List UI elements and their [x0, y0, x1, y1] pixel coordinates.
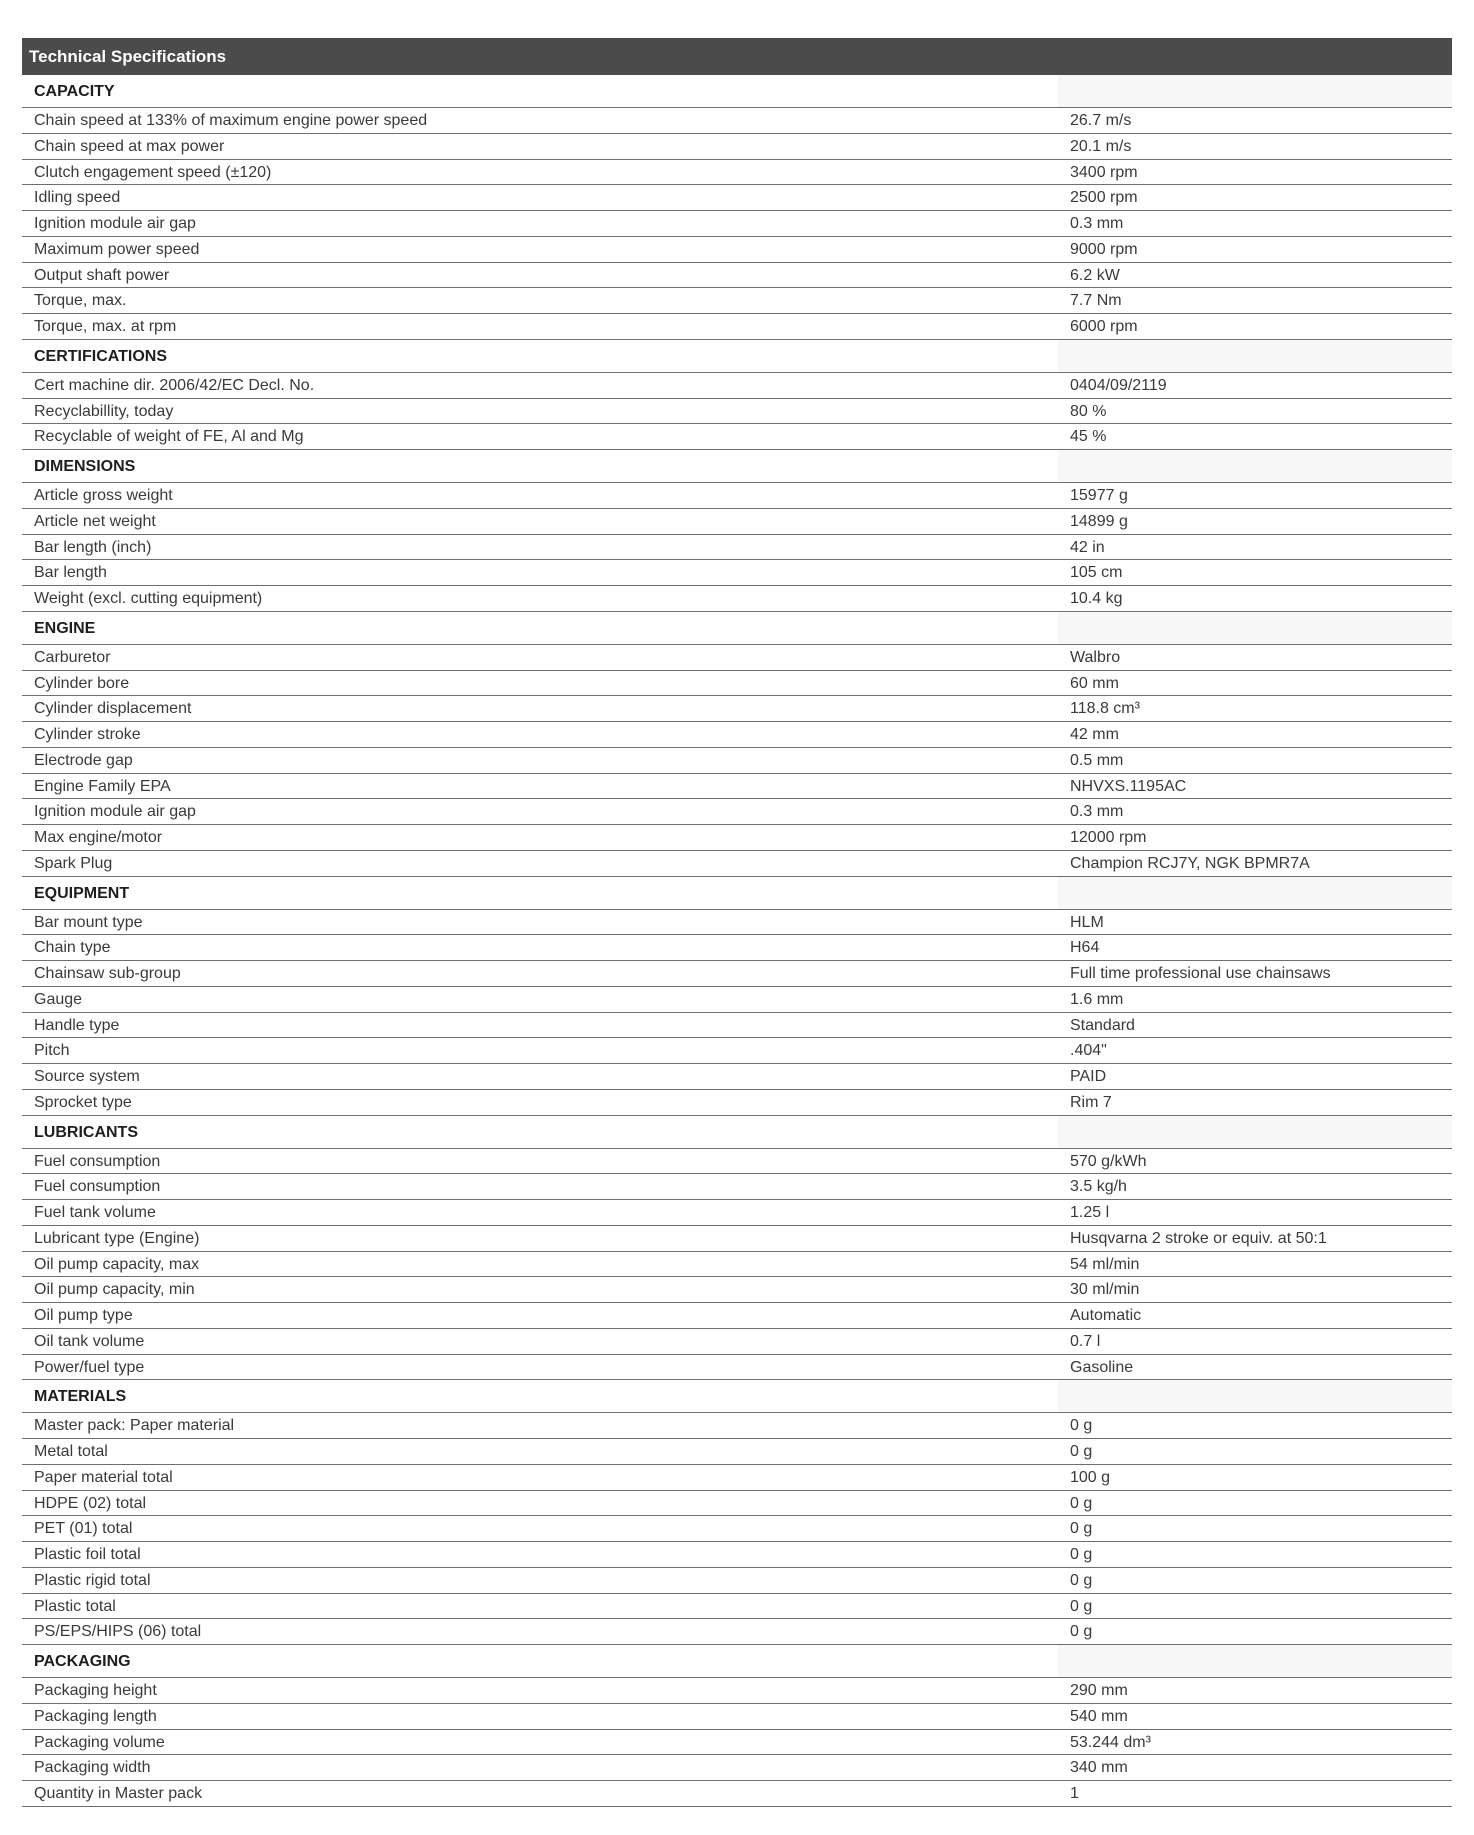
- spec-row: [22, 1516, 1452, 1542]
- section-title: EQUIPMENT: [34, 884, 130, 902]
- spec-label: Lubricant type (Engine): [34, 1229, 200, 1247]
- spec-value: 14899 g: [1070, 512, 1128, 530]
- spec-value: 1.25 l: [1070, 1204, 1110, 1221]
- spec-label: Bar length (inch): [34, 538, 152, 556]
- spec-row: [22, 1303, 1452, 1329]
- spec-label: Bar length: [34, 564, 107, 582]
- spec-label: Recyclable of weight of FE, Al and Mg: [34, 428, 304, 446]
- spec-value: H64: [1070, 939, 1100, 957]
- section-value-cell: [1058, 450, 1452, 482]
- spec-value: 540 mm: [1070, 1707, 1128, 1725]
- spec-value: 53.244 dm³: [1070, 1733, 1151, 1751]
- spec-row: [22, 1704, 1452, 1730]
- spec-row: [22, 134, 1452, 160]
- section-title: PACKAGING: [34, 1653, 131, 1670]
- spec-label: Engine Family EPA: [34, 777, 171, 795]
- spec-label: Cylinder displacement: [34, 700, 192, 718]
- spec-value: Husqvarna 2 stroke or equiv. at 50:1: [1070, 1229, 1327, 1247]
- spec-label: Paper material total: [34, 1468, 173, 1486]
- spec-label: Recyclabillity, today: [34, 402, 174, 420]
- spec-row: [22, 1252, 1452, 1278]
- spec-label: Plastic rigid total: [34, 1571, 151, 1589]
- spec-row: [22, 1465, 1452, 1491]
- spec-row: [22, 748, 1452, 774]
- section-header: [22, 340, 1452, 373]
- spec-value: 100 g: [1070, 1468, 1111, 1486]
- spec-value: 15977 g: [1070, 487, 1128, 504]
- spec-label: Plastic total: [34, 1597, 116, 1615]
- spec-label: Spark Plug: [34, 854, 113, 872]
- spec-row: [22, 961, 1452, 987]
- spec-value: 0404/09/2119: [1070, 376, 1167, 394]
- spec-value: PAID: [1070, 1068, 1107, 1085]
- spec-value: 12000 rpm: [1070, 829, 1147, 846]
- spec-table: [22, 75, 1452, 1807]
- spec-value: 6.2 kW: [1070, 266, 1120, 284]
- spec-label: Oil tank volume: [34, 1332, 145, 1350]
- spec-label: Torque, max.: [34, 292, 127, 310]
- spec-row: [22, 1355, 1452, 1381]
- spec-label: Carburetor: [34, 648, 111, 666]
- section-header: [22, 450, 1452, 483]
- spec-value: Automatic: [1070, 1307, 1142, 1324]
- spec-row: [22, 671, 1452, 697]
- spec-label: Torque, max. at rpm: [34, 318, 177, 335]
- spec-row: [22, 774, 1452, 800]
- spec-row: [22, 1013, 1452, 1039]
- spec-label: Idling speed: [34, 189, 121, 207]
- spec-row: [22, 696, 1452, 722]
- spec-value: 2500 rpm: [1070, 189, 1138, 207]
- spec-value: 340 mm: [1070, 1759, 1128, 1777]
- spec-value: 3400 rpm: [1070, 163, 1138, 181]
- spec-label: Bar mount type: [34, 913, 143, 931]
- spec-row: [22, 1491, 1452, 1517]
- spec-row: [22, 799, 1452, 825]
- spec-label: Pitch: [34, 1042, 70, 1060]
- spec-value: 0 g: [1070, 1623, 1093, 1641]
- spec-label: Fuel tank volume: [34, 1204, 156, 1221]
- section-value-cell: [1058, 877, 1452, 909]
- spec-row: [22, 1439, 1452, 1465]
- spec-label: Packaging width: [34, 1759, 151, 1777]
- spec-label: Maximum power speed: [34, 240, 200, 258]
- section-title: CAPACITY: [34, 83, 115, 100]
- spec-label: Packaging volume: [34, 1733, 165, 1751]
- spec-value: 54 ml/min: [1070, 1255, 1140, 1273]
- spec-row: [22, 399, 1452, 425]
- spec-value: 10.4 kg: [1070, 590, 1123, 607]
- spec-value: 20.1 m/s: [1070, 137, 1132, 155]
- spec-value: Champion RCJ7Y, NGK BPMR7A: [1070, 854, 1310, 872]
- spec-row: [22, 1149, 1452, 1175]
- spec-row: [22, 509, 1452, 535]
- section-header: [22, 1116, 1452, 1149]
- spec-value: .404": [1070, 1042, 1107, 1060]
- spec-value: Full time professional use chainsaws: [1070, 965, 1331, 982]
- spec-row: [22, 825, 1452, 851]
- spec-value: Rim 7: [1070, 1093, 1112, 1111]
- spec-label: Source system: [34, 1068, 140, 1085]
- spec-label: PS/EPS/HIPS (06) total: [34, 1623, 202, 1641]
- spec-label: Packaging length: [34, 1707, 157, 1725]
- spec-label: Plastic foil total: [34, 1546, 141, 1563]
- spec-value: 0.3 mm: [1070, 215, 1124, 232]
- spec-row: [22, 1413, 1452, 1439]
- spec-row: [22, 237, 1452, 263]
- spec-value: 0 g: [1070, 1494, 1093, 1512]
- spec-label: Electrode gap: [34, 751, 133, 769]
- spec-value: 0.3 mm: [1070, 803, 1124, 821]
- spec-label: Sprocket type: [34, 1093, 132, 1111]
- spec-row: [22, 424, 1452, 450]
- spec-row: [22, 586, 1452, 612]
- spec-row: [22, 1277, 1452, 1303]
- spec-row: [22, 645, 1452, 671]
- spec-label: Chainsaw sub-group: [34, 965, 181, 982]
- spec-value: 0.7 l: [1070, 1332, 1101, 1350]
- spec-label: Chain speed at 133% of maximum engine power speed: [34, 112, 428, 129]
- spec-row: [22, 314, 1452, 340]
- spec-row: [22, 263, 1452, 289]
- spec-value: 80 %: [1070, 402, 1107, 420]
- section-header: [22, 612, 1452, 645]
- spec-title: Technical Specifications: [22, 38, 1452, 75]
- section-title: DIMENSIONS: [34, 458, 136, 475]
- spec-value: 1: [1070, 1785, 1079, 1802]
- spec-row: [22, 185, 1452, 211]
- spec-value: 7.7 Nm: [1070, 292, 1122, 310]
- spec-value: 105 cm: [1070, 564, 1123, 582]
- spec-row: [22, 935, 1452, 961]
- spec-row: [22, 483, 1452, 509]
- spec-label: Oil pump type: [34, 1307, 133, 1324]
- spec-row: [22, 1678, 1452, 1704]
- section-value-cell: [1058, 1645, 1452, 1677]
- spec-row: [22, 1200, 1452, 1226]
- spec-value: 45 %: [1070, 428, 1107, 446]
- spec-row: [22, 1781, 1452, 1807]
- spec-row: [22, 535, 1452, 561]
- spec-label: Cylinder bore: [34, 674, 130, 692]
- spec-label: Cert machine dir. 2006/42/EC Decl. No.: [34, 376, 315, 394]
- spec-value: NHVXS.1195AC: [1070, 777, 1187, 795]
- spec-label: Ignition module air gap: [34, 215, 196, 232]
- section-header: [22, 877, 1452, 910]
- spec-value: 42 in: [1070, 538, 1105, 556]
- spec-label: Weight (excl. cutting equipment): [34, 590, 263, 607]
- spec-label: HDPE (02) total: [34, 1494, 147, 1512]
- spec-row: [22, 1174, 1452, 1200]
- spec-label: Metal total: [34, 1443, 108, 1460]
- spec-value: 0.5 mm: [1070, 751, 1124, 769]
- spec-label: Ignition module air gap: [34, 803, 196, 821]
- spec-row: [22, 1090, 1452, 1116]
- spec-value: 6000 rpm: [1070, 318, 1138, 335]
- spec-row: [22, 987, 1452, 1013]
- spec-label: Handle type: [34, 1016, 120, 1034]
- spec-label: Gauge: [34, 990, 83, 1008]
- spec-value: 118.8 cm³: [1070, 700, 1140, 718]
- spec-value: 570 g/kWh: [1070, 1152, 1147, 1170]
- spec-label: Cylinder stroke: [34, 726, 141, 743]
- section-title: LUBRICANTS: [34, 1123, 138, 1141]
- spec-label: Power/fuel type: [34, 1358, 145, 1376]
- spec-row: [22, 1064, 1452, 1090]
- spec-value: 60 mm: [1070, 674, 1119, 692]
- section-title: ENGINE: [34, 619, 96, 637]
- spec-row: [22, 560, 1452, 586]
- section-value-cell: [1058, 75, 1452, 107]
- spec-value: Gasoline: [1070, 1358, 1134, 1376]
- spec-row: [22, 1329, 1452, 1355]
- spec-label: Chain speed at max power: [34, 137, 225, 155]
- spec-row: [22, 722, 1452, 748]
- spec-row: [22, 1594, 1452, 1620]
- section-value-cell: [1058, 340, 1452, 372]
- spec-row: [22, 1568, 1452, 1594]
- section-title: MATERIALS: [34, 1388, 127, 1406]
- spec-label: Packaging height: [34, 1682, 157, 1699]
- spec-value: 0 g: [1070, 1443, 1093, 1460]
- section-title: CERTIFICATIONS: [34, 347, 168, 365]
- spec-value: 3.5 kg/h: [1070, 1178, 1127, 1196]
- section-value-cell: [1058, 1116, 1452, 1148]
- spec-row: [22, 288, 1452, 314]
- spec-value: 30 ml/min: [1070, 1281, 1140, 1299]
- spec-value: 0 g: [1070, 1417, 1093, 1435]
- spec-label: Output shaft power: [34, 266, 170, 284]
- spec-value: 0 g: [1070, 1597, 1093, 1615]
- spec-row: [22, 1542, 1452, 1568]
- spec-label: Article net weight: [34, 512, 156, 530]
- section-value-cell: [1058, 612, 1452, 644]
- section-value-cell: [1058, 1380, 1452, 1412]
- spec-label: Oil pump capacity, min: [34, 1281, 195, 1299]
- spec-value: 26.7 m/s: [1070, 112, 1132, 129]
- spec-value: 0 g: [1070, 1520, 1093, 1538]
- spec-label: Chain type: [34, 939, 111, 957]
- spec-row: [22, 1730, 1452, 1756]
- spec-value: Standard: [1070, 1016, 1135, 1034]
- spec-row: [22, 851, 1452, 877]
- spec-label: Fuel consumption: [34, 1178, 161, 1196]
- spec-value: 290 mm: [1070, 1682, 1128, 1699]
- spec-label: Clutch engagement speed (±120): [34, 163, 272, 181]
- spec-value: 9000 rpm: [1070, 240, 1138, 258]
- spec-label: Fuel consumption: [34, 1152, 161, 1170]
- spec-row: [22, 1038, 1452, 1064]
- section-header: [22, 75, 1452, 108]
- spec-label: Master pack: Paper material: [34, 1417, 235, 1435]
- spec-value: 1.6 mm: [1070, 990, 1124, 1008]
- spec-label: Oil pump capacity, max: [34, 1255, 200, 1273]
- spec-label: Max engine/motor: [34, 829, 163, 846]
- spec-label: Article gross weight: [34, 487, 173, 504]
- spec-row: [22, 910, 1452, 936]
- spec-label: Quantity in Master pack: [34, 1785, 203, 1802]
- spec-value: 42 mm: [1070, 726, 1119, 743]
- spec-row: [22, 108, 1452, 134]
- spec-row: [22, 211, 1452, 237]
- spec-row: [22, 160, 1452, 186]
- spec-row: [22, 1755, 1452, 1781]
- spec-value: 0 g: [1070, 1546, 1093, 1563]
- section-header: [22, 1380, 1452, 1413]
- section-header: [22, 1645, 1452, 1678]
- spec-row: [22, 1619, 1452, 1645]
- spec-label: PET (01) total: [34, 1520, 133, 1538]
- spec-row: [22, 373, 1452, 399]
- spec-value: Walbro: [1070, 648, 1121, 666]
- spec-value: 0 g: [1070, 1571, 1093, 1589]
- spec-value: HLM: [1070, 913, 1104, 931]
- spec-row: [22, 1226, 1452, 1252]
- spec-sheet: [22, 38, 1452, 1807]
